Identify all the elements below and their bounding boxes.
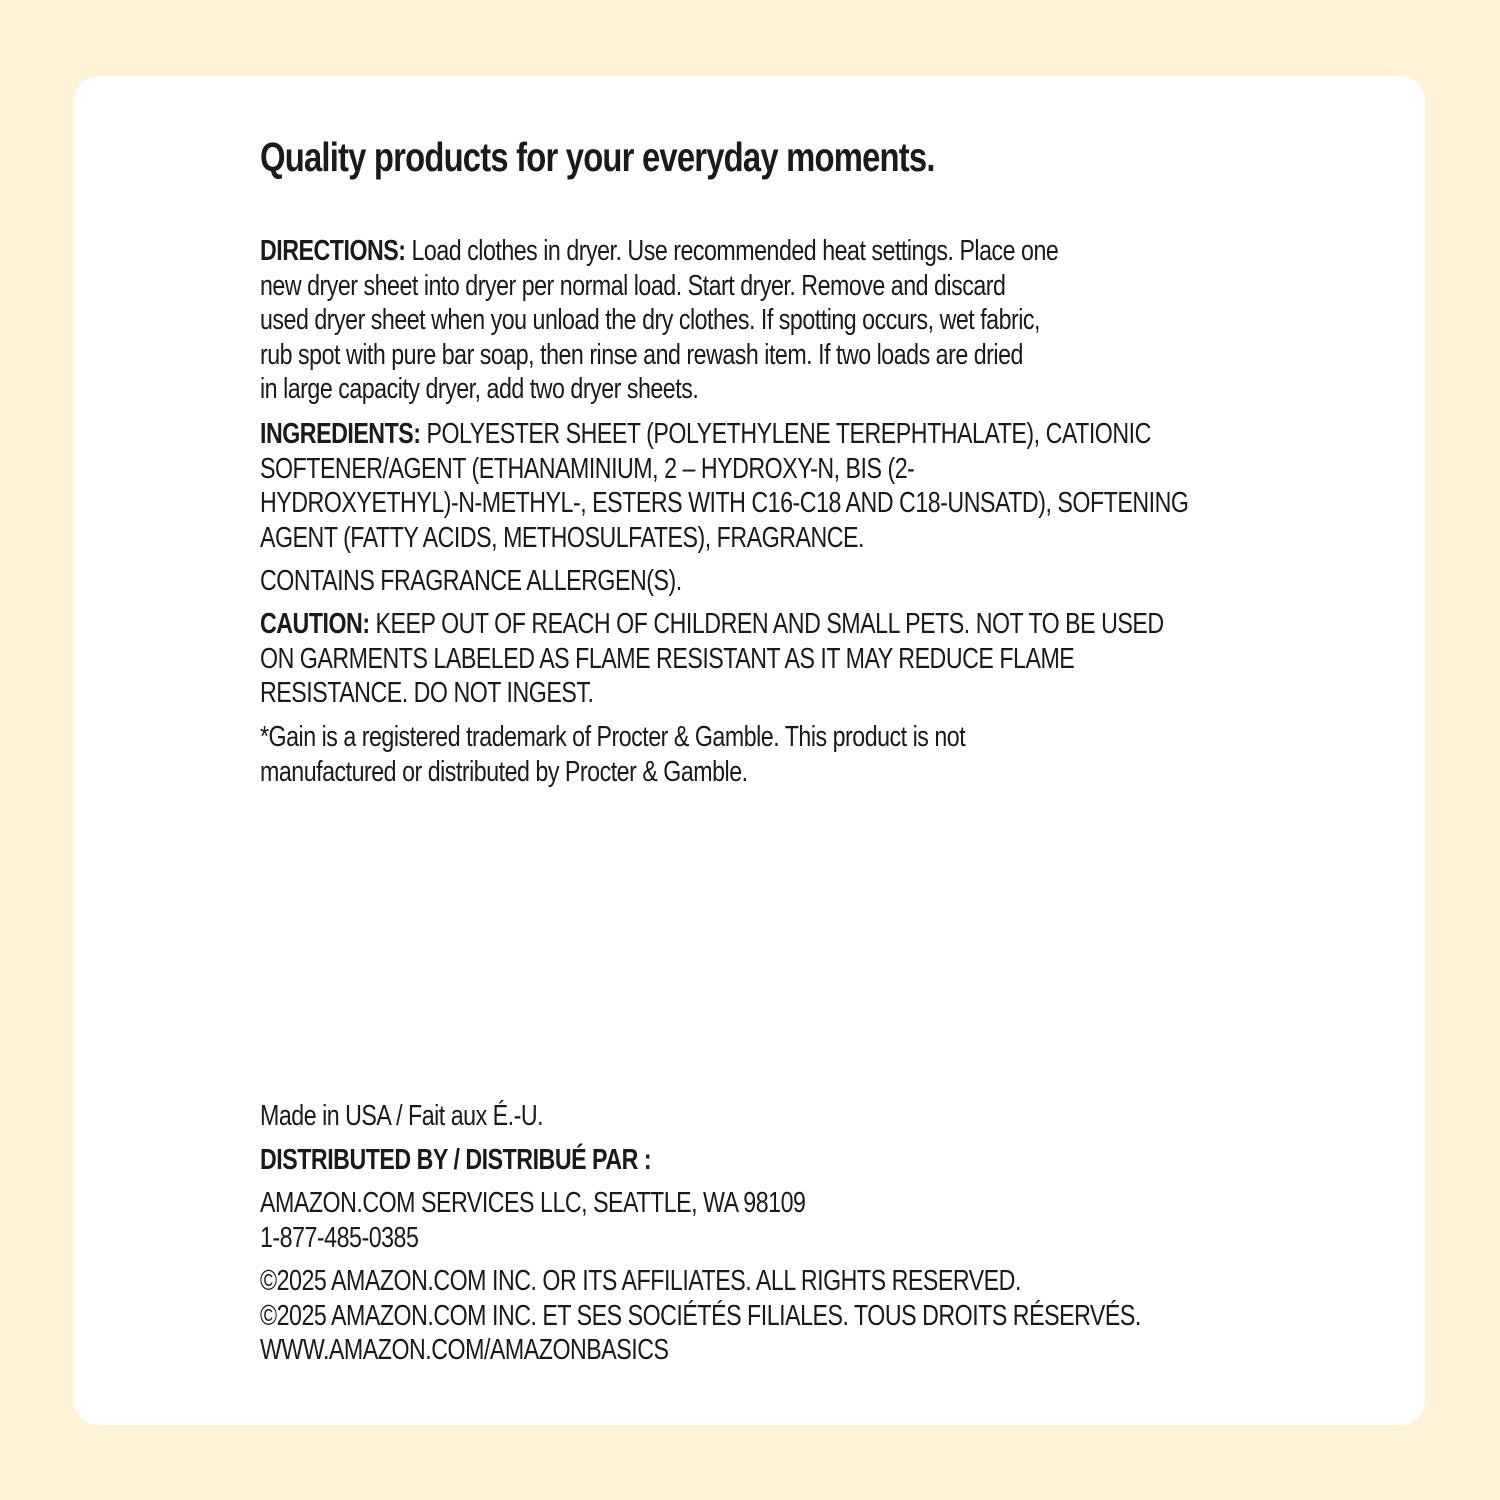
distributor-info (260, 1186, 942, 1255)
origin: Made in USA / Fait aux É.-U. (260, 1100, 544, 1132)
trademark-line-2: manufactured or distributed by Procter & Gamble. (260, 755, 748, 788)
caution-line-1: CAUTION: KEEP OUT OF REACH OF CHILDREN AND SMALL PETS. NOT TO BE USED (260, 608, 1164, 640)
trademark-section (260, 720, 1141, 789)
distributor-label-section (260, 1143, 749, 1178)
caution-section (260, 607, 1390, 711)
directions-line-3: used dryer sheet when you unload the dry clothes. If spotting occurs, wet fabric, (260, 304, 1041, 337)
copyright-en: ©2025 AMAZON.COM INC. OR ITS AFFILIATES. ALL RIGHTS RESERVED. (260, 1265, 1021, 1297)
caution-label: CAUTION: (260, 608, 370, 640)
allergen-notice: CONTAINS FRAGRANCE ALLERGEN(S). (260, 565, 682, 597)
allergen-section (260, 564, 787, 599)
ingredients-label: INGREDIENTS: (260, 418, 421, 450)
origin-section (260, 1099, 614, 1134)
directions-section (260, 234, 1258, 407)
ingredients-section (260, 417, 1421, 555)
directions-line-1: DIRECTIONS: Load clothes in dryer. Use recommended heat settings. Place one (260, 235, 1059, 267)
caution-line-3: RESISTANCE. DO NOT INGEST. (260, 677, 594, 710)
label-card (74, 76, 1425, 1425)
directions-line-2: new dryer sheet into dryer per normal load. Start dryer. Remove and discard (260, 269, 1006, 302)
ingredients-line-2: SOFTENER/AGENT (ETHANAMINIUM, 2 – HYDROXY-N, BIS (2- (260, 452, 915, 485)
trademark-line-1: *Gain is a registered trademark of Procter & Gamble. This product is not (260, 721, 966, 753)
distributor-phone: 1-877-485-0385 (260, 1221, 419, 1254)
distributed-by-label: DISTRIBUTED BY / DISTRIBUÉ PAR : (260, 1144, 652, 1176)
ingredients-line-1: INGREDIENTS: POLYESTER SHEET (POLYETHYLENE TEREPHTHALATE), CATIONIC (260, 418, 1151, 450)
headline: Quality products for your everyday moments. (260, 134, 935, 180)
website-url: WWW.AMAZON.COM/AMAZONBASICS (260, 1334, 669, 1367)
ingredients-line-4: AGENT (FATTY ACIDS, METHOSULFATES), FRAGRANCE. (260, 521, 864, 554)
ingredients-line-3: HYDROXYETHYL)-N-METHYL-, ESTERS WITH C16-C18 AND C18-UNSATD), SOFTENING (260, 487, 1189, 520)
directions-label: DIRECTIONS: (260, 235, 406, 267)
directions-line-5: in large capacity dryer, add two dryer sheets. (260, 373, 699, 406)
copyright-section (260, 1264, 1361, 1368)
directions-line-4: rub spot with pure bar soap, then rinse and rewash item. If two loads are dried (260, 338, 1023, 371)
caution-line-2: ON GARMENTS LABELED AS FLAME RESISTANT AS IT MAY REDUCE FLAME (260, 642, 1075, 675)
copyright-fr: ©2025 AMAZON.COM INC. ET SES SOCIÉTÉS FILIALES. TOUS DROITS RÉSERVÉS. (260, 1299, 1141, 1332)
distributor-address: AMAZON.COM SERVICES LLC, SEATTLE, WA 98109 (260, 1187, 806, 1219)
